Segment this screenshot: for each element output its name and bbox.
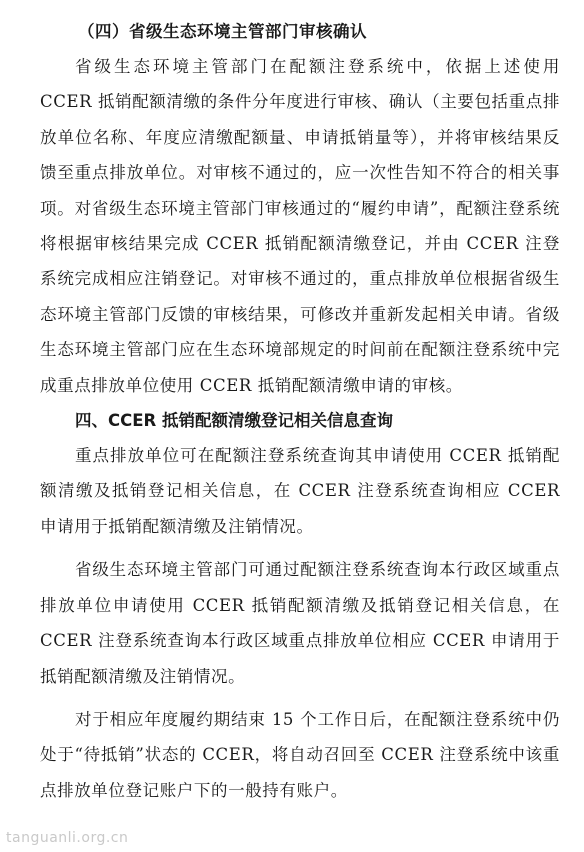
paragraph-gap	[40, 544, 560, 552]
section-heading: 四、CCER 抵销配额清缴登记相关信息查询	[75, 411, 393, 431]
paragraph-gap	[40, 694, 560, 702]
paragraph-review: 省级生态环境主管部门在配额注登系统中，依据上述使用 CCER 抵销配额清缴的条件分年度进行审核、确认（主要包括重点排放单位名称、年度应清缴配额量、申请抵销量等），并将审核结果反馈至重点排放单位。对审核不通过的，应一次性告知不符合的相关事项。对省级生态环境主管部门审核通过的“履约申请”，配额注登系统将根据审核结果完成 CCER 抵销配额清缴登记，并由 CCER 注登系统完成相应注销登记。对审核不通过的，重点排放单位根据省级生态环境主管部门反馈的审核结果，可修改并重新发起相关申请。省级生态环境主管部门应在生态环境部规定的时间前在配额注登系统中完成重点排放单位使用 CCER 抵销配额清缴申请的审核。	[40, 57, 560, 395]
subheading: （四）省级生态环境主管部门审核确认	[78, 22, 367, 41]
document-page	[40, 14, 560, 808]
watermark-text: tanguanli.org.cn	[6, 830, 129, 846]
paragraph-entity-query: 重点排放单位可在配额注登系统查询其申请使用 CCER 抵销配额清缴及抵销登记相关信息，在 CCER 注登系统查询相应 CCER 申请用于抵销配额清缴及注销情况。	[40, 446, 560, 536]
paragraph-provincial-query: 省级生态环境主管部门可通过配额注登系统查询本行政区域重点排放单位申请使用 CCER 抵销配额清缴及抵销登记相关信息，在 CCER 注登系统查询本行政区域重点排放单位相应 CCER 申请用于抵销配额清缴及注销情况。	[40, 560, 560, 686]
paragraph-recall: 对于相应年度履约期结束 15 个工作日后，在配额注登系统中仍处于“待抵销”状态的 CCER，将自动召回至 CCER 注登系统中该重点排放单位登记账户下的一般持有账户。	[40, 709, 560, 800]
